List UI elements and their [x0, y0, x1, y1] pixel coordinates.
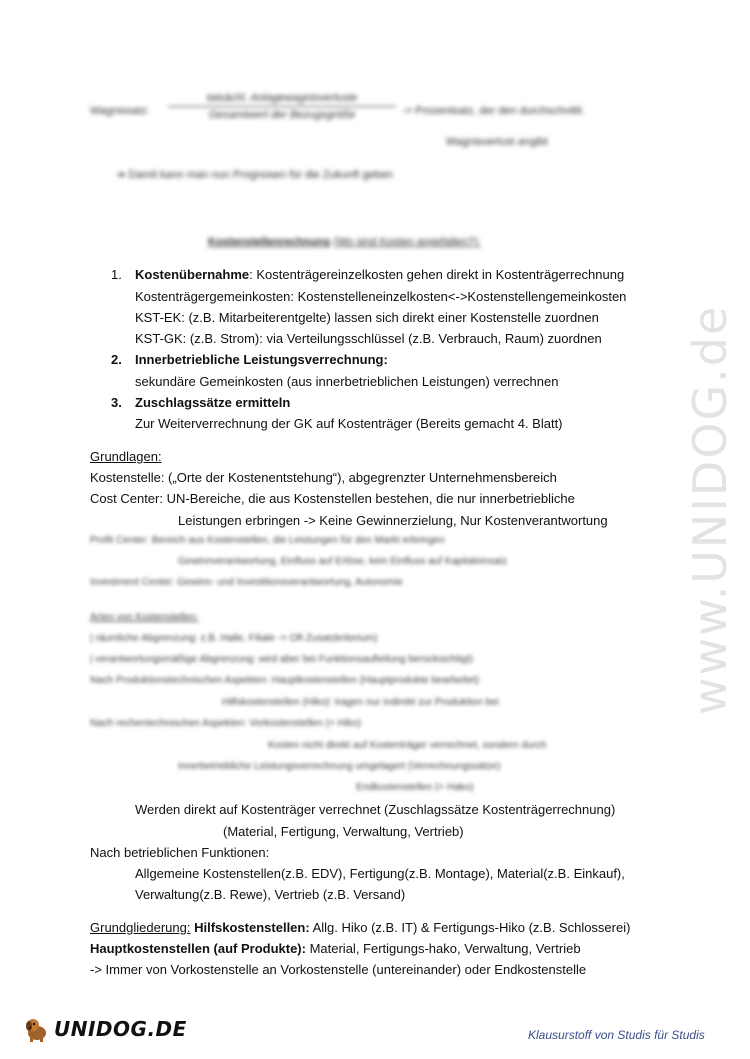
- grundlagen-heading: Grundlagen:: [90, 449, 162, 464]
- step-2-detail: sekundäre Gemeinkosten (aus innerbetrieblichen Leistungen) verrechnen: [135, 374, 559, 389]
- logo-text: UNIDOG.DE: [54, 1017, 187, 1041]
- arten-line: Nach rechentechnischen Aspekten: Vorkostenstellen (= Hiko): [90, 718, 361, 729]
- footer-tagline: Klausurstoff von Studis für Studis: [528, 1028, 705, 1042]
- step-3-title: Zuschlagssätze ermitteln: [135, 395, 291, 410]
- step-1-detail: Kostenträgergemeinkosten: Kostenstelleneinzelkosten<->Kostenstellengemeinkosten: [135, 289, 627, 304]
- step-1-number: 1.: [111, 267, 122, 282]
- arten-line: innerbetriebliche Leistungsverrechnung umgelagert (Verrechnungssätze): [178, 761, 501, 772]
- funktionen-line: Verwaltung(z.B. Rewe), Vertrieb (z.B. Versand): [135, 887, 406, 902]
- wagnis-label: Wagnissatz:: [90, 105, 150, 117]
- profit-center-definition-cont: Gewinnverantwortung, Einfluss auf Erlöse, kein Einfluss auf Kapitaleinsatz: [178, 556, 508, 567]
- endkostenstellen-list: (Material, Fertigung, Verwaltung, Vertrieb): [223, 824, 464, 839]
- unidog-logo[interactable]: [22, 1014, 187, 1044]
- hako-text: Material, Fertigungs-hako, Verwaltung, Vertrieb: [305, 941, 581, 956]
- section-title-sub: (Wo sind Kosten angefallen?):: [333, 236, 481, 248]
- cost-center-definition-cont: Leistungen erbringen -> Keine Gewinnerzielung, Nur Kostenverantwortung: [178, 513, 608, 528]
- fraction-numerator: tatsächl. Anlagewagnisverluste: [206, 92, 358, 104]
- arten-line: Nach Produktionstechnischen Aspekten: Hauptkostenstellen (Hauptprodukte bearbeitet): [90, 675, 480, 686]
- hiko-label: Hilfskostenstellen:: [194, 920, 310, 935]
- arten-line: Endkostenstellen (= Hako): [356, 782, 474, 793]
- arten-line: | räumliche Abgrenzung: z.B. Halle, Filiale -> Oft Zusatzkriterium): [90, 633, 378, 644]
- wagnis-result-1: -> Prozentsatz, der den durchschnittl.: [402, 105, 585, 117]
- wagnis-fraction: [168, 92, 396, 121]
- step-2-title: Innerbetriebliche Leistungsverrechnung:: [135, 352, 388, 367]
- step-1-detail: KST-EK: (z.B. Mitarbeiterentgelte) lassen sich direkt einer Kostenstelle zuordnen: [135, 310, 599, 325]
- funktionen-line: Allgemeine Kostenstellen(z.B. EDV), Fertigung(z.B. Montage), Material(z.B. Einkauf),: [135, 866, 625, 881]
- grundgliederung-label: Grundgliederung:: [90, 920, 191, 935]
- fraction-line: [168, 106, 396, 107]
- fraction-denominator: Gesamtwert der Bezugsgröße: [208, 109, 356, 121]
- kostenstelle-definition: Kostenstelle: („Orte der Kostenentstehung“), abgegrenzter Unternehmensbereich: [90, 470, 557, 485]
- profit-center-definition: Profit Center: Bereich aus Kostenstellen, die Leistungen für den Markt erbringen: [90, 535, 445, 546]
- arrow-bullet-icon: ➔: [116, 169, 126, 181]
- step-1-line: [135, 267, 624, 282]
- step-1-rest: : Kostenträgereinzelkosten gehen direkt in Kostenträgerrechnung: [249, 267, 625, 282]
- section-title-main: Kostenstellenrechnung: [208, 236, 331, 248]
- arten-line: | verantwortungsmäßige Abgrenzung: wird aber bei Funktionsaufteilung berücksichtigt): [90, 654, 473, 665]
- arten-line: Hilfskostenstellen (Hiko): tragen nur indirekt zur Produktion bei: [222, 697, 499, 708]
- step-1-detail: KST-GK: (z.B. Strom): via Verteilungsschlüssel (z.B. Verbrauch, Raum) zuordnen: [135, 331, 602, 346]
- section-title: [208, 236, 480, 248]
- hiko-text: Allg. Hiko (z.B. IT) & Fertigungs-Hiko (z.B. Schlosserei): [309, 920, 631, 935]
- wagnis-result-2: Wagnisverlust angibt: [446, 136, 548, 148]
- hako-label: Hauptkostenstellen (auf Produkte):: [90, 941, 306, 956]
- step-2-number: 2.: [111, 352, 122, 367]
- arten-line: Kosten nicht direkt auf Kostenträger verrechnet, sondern durch: [268, 740, 547, 751]
- endkostenstellen-detail: Werden direkt auf Kostenträger verrechnet (Zuschlagssätze Kostenträgerrechnung): [135, 802, 616, 817]
- cost-center-definition: Cost Center: UN-Bereiche, die aus Kostenstellen bestehen, die nur innerbetriebliche: [90, 491, 575, 506]
- hauptkostenstellen-line: [90, 941, 581, 956]
- step-3-number: 3.: [111, 395, 122, 410]
- step-1-title: Kostenübernahme: [135, 267, 250, 282]
- dog-icon: [22, 1014, 52, 1044]
- step-3-detail: Zur Weiterverrechnung der GK auf Kostenträger (Bereits gemacht 4. Blatt): [135, 416, 563, 431]
- prognose-bullet: [116, 168, 393, 181]
- funktionen-heading: Nach betrieblichen Funktionen:: [90, 845, 270, 860]
- grundgliederung-line: [90, 920, 630, 935]
- prognose-text: Damit kann man nun Prognosen für die Zukunft geben: [128, 169, 394, 181]
- investment-center-definition: Investment Center: Gewinn- und Investitionsverantwortung, Autonomie: [90, 577, 403, 588]
- arten-heading: Arten von Kostenstellen:: [90, 612, 199, 623]
- unidog-watermark: www.UNIDOG.de: [683, 304, 737, 716]
- verrechnung-line: -> Immer von Vorkostenstelle an Vorkostenstelle (untereinander) oder Endkostenstelle: [90, 962, 587, 977]
